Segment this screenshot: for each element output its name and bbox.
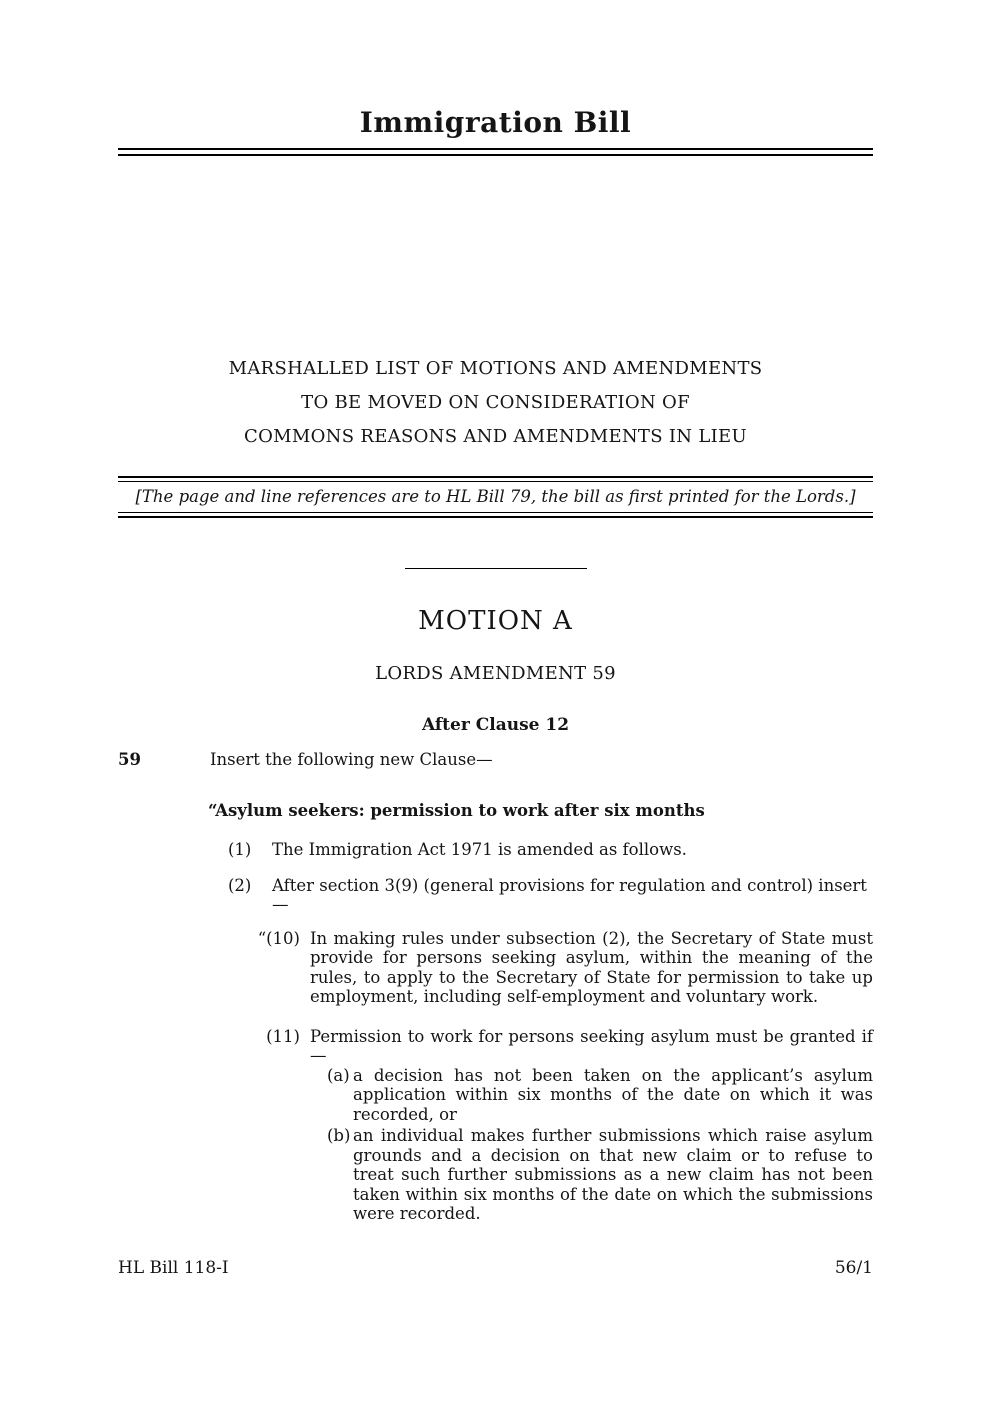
amendment-instruction: Insert the following new Clause—: [210, 750, 493, 769]
note-rule-bottom-thin: [118, 512, 873, 513]
bill-reference: HL Bill 118-I: [118, 1258, 229, 1278]
marshalled-list-heading: [118, 352, 873, 454]
inserted-subsection-11-text: Permission to work for persons seeking asylum must be granted if—: [310, 1026, 873, 1065]
paragraph-a-text: a decision has not been taken on the applicant’s asylum application within six months of the date on which it was recorded, or: [353, 1065, 873, 1124]
page-footer: [118, 1258, 873, 1279]
inserted-subsection-11-number: (11): [266, 1026, 300, 1046]
reference-note-box: [118, 476, 873, 518]
inserted-subsection-11: [118, 1027, 873, 1224]
clause-heading: After Clause 12: [421, 715, 570, 735]
subsection-2-text: After section 3(9) (general provisions for regulation and control) insert—: [272, 875, 867, 914]
page-serial-number: 56/1: [834, 1258, 873, 1278]
paragraph-a: [327, 1066, 873, 1125]
inserted-subsection-10-text: In making rules under subsection (2), the Secretary of State must provide for persons seeking asylum, within the meaning of the rules, to apply to the Secretary of State for permission to take up employment, including self-employment and voluntary work.: [310, 928, 873, 1006]
motion-subtitle: LORDS AMENDMENT 59: [375, 663, 616, 684]
section-divider: [405, 568, 587, 569]
title-double-rule: [118, 148, 873, 156]
subsection-2-number: (2): [228, 875, 252, 895]
note-rule-top-thick: [118, 476, 873, 478]
paragraph-b-text: an individual makes further submissions which raise asylum grounds and a decision on that new claim or to refuse to treat such further submissions as a new claim has not been taken within six months of the date on which the submissions were recorded.: [353, 1126, 873, 1223]
subsection-1-number: (1): [228, 840, 252, 859]
page-content: [0, 106, 991, 1224]
amendment-number: 59: [118, 750, 141, 769]
paragraph-b: [327, 1126, 873, 1224]
note-rule-bottom-thick: [118, 516, 873, 518]
inserted-subsection-10: [118, 929, 873, 1007]
document-title: Immigration Bill: [359, 106, 632, 139]
subsection-1: [228, 840, 873, 860]
heading-line-2: TO BE MOVED ON CONSIDERATION OF: [301, 392, 690, 413]
subsection-2: [228, 876, 873, 915]
paragraph-b-number: (b): [327, 1126, 351, 1145]
reference-note: [The page and line references are to HL Bill 79, the bill as first printed for the Lords.]: [135, 487, 856, 506]
new-clause-title: “Asylum seekers: permission to work after six months: [208, 800, 705, 820]
paragraph-a-number: (a): [327, 1065, 350, 1085]
heading-line-1: MARSHALLED LIST OF MOTIONS AND AMENDMENTS: [228, 358, 763, 379]
motion-title: MOTION A: [418, 606, 573, 636]
inserted-subsection-11-body: [310, 1027, 873, 1224]
subsection-1-text: The Immigration Act 1971 is amended as follows.: [272, 840, 687, 859]
inserted-subsection-10-number: “(10): [257, 928, 300, 948]
amendment-59-row: [118, 750, 873, 770]
heading-line-3: COMMONS REASONS AND AMENDMENTS IN LIEU: [244, 426, 747, 447]
